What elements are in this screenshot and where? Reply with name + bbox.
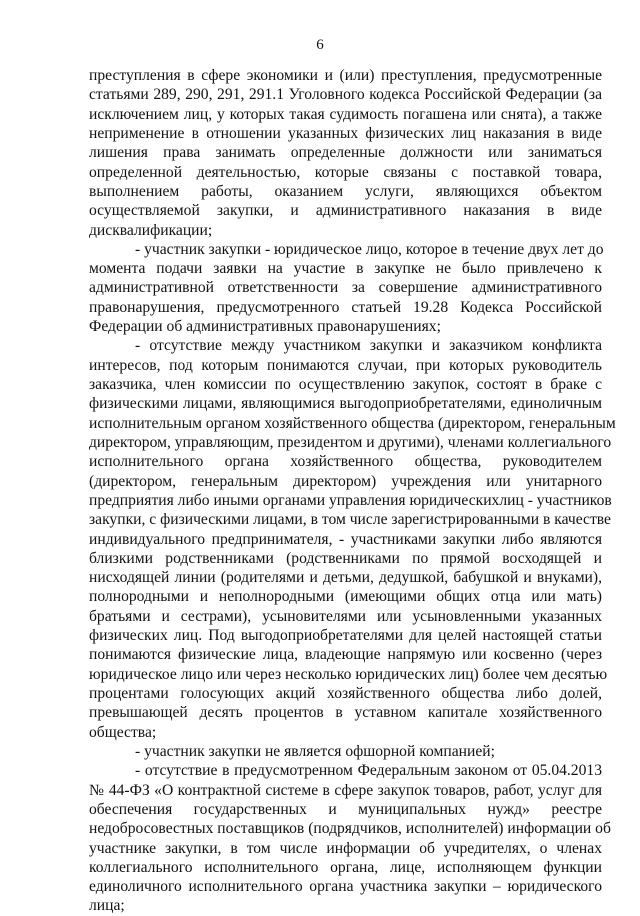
text-line: интересов, под которым понимаются случаи, при которых руководитель bbox=[89, 356, 602, 374]
text-line: дисквалификации; bbox=[89, 221, 213, 239]
text-line: преступления в сфере экономики и (или) преступления, предусмотренные bbox=[89, 67, 602, 84]
text-line: физических лиц. Под выгодоприобретателями для целей настоящей статьи bbox=[89, 627, 602, 645]
text-line: нисходящей линии (родителями и детьми, дедушкой, бабушкой и внуками), bbox=[89, 569, 602, 587]
text-line: - отсутствие в предусмотренном Федеральным законом от 05.04.2013 bbox=[135, 762, 602, 780]
text-line: лица; bbox=[89, 897, 125, 915]
text-line: правонарушения, предусмотренного статьей 19.28 Кодекса Российской bbox=[89, 298, 602, 316]
text-line: определенной деятельностью, которые связаны с поставкой товара, bbox=[89, 163, 602, 181]
text-line: - отсутствие между участником закупки и заказчиком конфликта bbox=[135, 337, 602, 355]
text-line: (директором, генеральным директором) учреждения или унитарного bbox=[89, 472, 602, 490]
text-line: исполнительным органом хозяйственного общества (директором, генеральным bbox=[89, 414, 616, 432]
text-line: статьями 289, 290, 291, 291.1 Уголовного кодекса Российской Федерации (за bbox=[89, 86, 602, 104]
text-line: момента подачи заявки на участие в закупке не было привлечено к bbox=[89, 260, 602, 278]
text-line: процентами голосующих акций хозяйственного общества либо долей, bbox=[89, 685, 602, 702]
text-line: участнике закупки, в том числе информации об учредителях, о членах bbox=[89, 839, 602, 857]
text-line: лишения права занимать определенные должности или заниматься bbox=[89, 144, 602, 162]
text-line: № 44-ФЗ «О контрактной системе в сфере закупок товаров, работ, услуг для bbox=[89, 781, 602, 799]
text-line: директором, управляющим, президентом и другими), членами коллегиального bbox=[89, 433, 612, 451]
text-line: братьями и сестрами), усыновителями или усыновленными указанных bbox=[89, 607, 602, 625]
text-line: предприятия либо иными органами управления юридическихлиц - участников bbox=[89, 491, 612, 509]
text-line: обеспечения государственных и муниципальных нужд» реестре bbox=[89, 800, 602, 818]
text-line: единоличного исполнительного органа участника закупки – юридического bbox=[89, 878, 602, 896]
text-line: понимаются физические лица, владеющие напрямую или косвенно (через bbox=[89, 646, 602, 664]
text-line: близкими родственниками (родственниками по прямой восходящей и bbox=[89, 549, 602, 567]
text-line: недобросовестных поставщиков (подрядчиков, исполнителей) информации об bbox=[89, 820, 611, 838]
text-line: коллегиального исполнительного органа, лице, исполняющем функции bbox=[89, 858, 602, 876]
text-line: неприменение в отношении указанных физических лиц наказания в виде bbox=[89, 124, 602, 142]
text-line: полнородными и неполнородными (имеющими общих отца или мать) bbox=[89, 588, 602, 606]
text-line: - участник закупки не является офшорной компанией; bbox=[135, 742, 495, 760]
page-number: 6 bbox=[316, 37, 324, 53]
text-line: - участник закупки - юридическое лицо, которое в течение двух лет до bbox=[135, 240, 604, 258]
text-line: юридическое лицо или через несколько юридических лиц) более чем десятью bbox=[89, 665, 608, 683]
text-line: исключением лиц, у которых такая судимость погашена или снята), а также bbox=[89, 105, 602, 123]
text-line: Федерации об административных правонарушениях; bbox=[89, 318, 441, 336]
text-line: индивидуального предпринимателя, - участниками закупки либо являются bbox=[89, 530, 602, 548]
text-line: физическими лицами, являющимися выгодоприобретателями, единоличным bbox=[89, 395, 602, 413]
text-line: выполнением работы, оказанием услуги, являющихся объектом bbox=[89, 182, 602, 200]
text-line: заказчика, член комиссии по осуществлению закупок, состоят в браке с bbox=[89, 376, 602, 393]
text-line: административной ответственности за совершение административного bbox=[89, 279, 602, 297]
text-line: закупки, с физическими лицами, в том числе зарегистрированными в качестве bbox=[89, 511, 611, 529]
text-line: исполнительного органа хозяйственного общества, руководителем bbox=[89, 453, 602, 471]
text-line: превышающей десять процентов в уставном капитале хозяйственного bbox=[89, 704, 602, 722]
document-body-text bbox=[89, 66, 616, 916]
text-line: осуществляемой закупки, и административного наказания в виде bbox=[89, 202, 602, 220]
text-line: общества; bbox=[89, 723, 157, 741]
